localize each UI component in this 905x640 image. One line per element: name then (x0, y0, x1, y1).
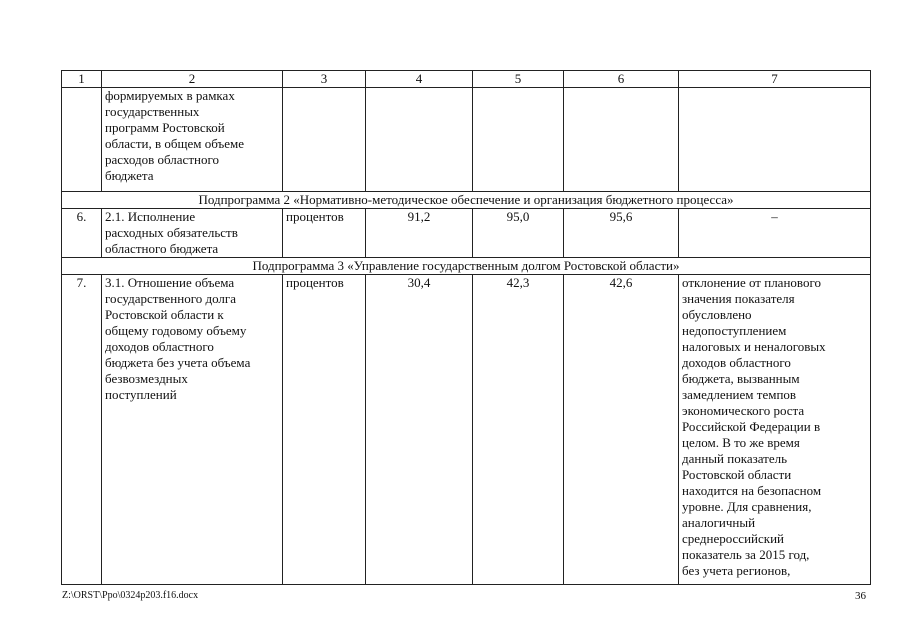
indicator-cell: формируемых в рамках государственных программ Ростовской области, в общем объеме расходов областного бюджета (102, 88, 283, 192)
data-table (61, 70, 871, 585)
subprogram-2-heading: Подпрограмма 2 «Нормативно-методическое обеспечение и организация бюджетного процесса» (62, 192, 871, 209)
unit-cell (283, 88, 366, 192)
header-cell-2: 2 (102, 71, 283, 88)
row-number: 7. (62, 275, 102, 585)
table-row-6 (62, 209, 871, 258)
header-cell-6: 6 (564, 71, 679, 88)
value-fact-cell: 95,6 (564, 209, 679, 258)
header-cell-4: 4 (366, 71, 473, 88)
header-cell-1: 1 (62, 71, 102, 88)
subprogram-row (62, 192, 871, 209)
subprogram-3-heading: Подпрограмма 3 «Управление государственным долгом Ростовской области» (62, 258, 871, 275)
row-number-cell (62, 88, 102, 192)
value-cell (366, 88, 473, 192)
header-cell-3: 3 (283, 71, 366, 88)
subprogram-row (62, 258, 871, 275)
unit-cell: процентов (283, 209, 366, 258)
row-number: 6. (62, 209, 102, 258)
value-cell (564, 88, 679, 192)
note-cell: – (679, 209, 871, 258)
value-2014-cell: 91,2 (366, 209, 473, 258)
header-cell-7: 7 (679, 71, 871, 88)
note-cell (679, 88, 871, 192)
indicator-cell: 2.1. Исполнение расходных обязательств областного бюджета (102, 209, 283, 258)
header-cell-5: 5 (473, 71, 564, 88)
note-cell: отклонение от планового значения показателя обусловлено недопоступлением налоговых и неналоговых доходов областного бюджета, вызванным замедлением темпов экономического роста Российской Федерации в целом. В то же время данный показатель Ростовской области находится на безопасном уровне. Для сравнения, аналогичный среднероссийский показатель за 2015 год, без учета регионов, (679, 275, 871, 585)
file-path-footer: Z:\ORST\Ppo\0324p203.f16.docx (62, 590, 199, 601)
table-row-7 (62, 275, 871, 585)
unit-cell: процентов (283, 275, 366, 585)
header-row (62, 71, 871, 88)
value-2014-cell: 30,4 (366, 275, 473, 585)
value-cell (473, 88, 564, 192)
value-plan-cell: 42,3 (473, 275, 564, 585)
indicator-cell: 3.1. Отношение объема государственного долга Ростовской области к общему годовому объему доходов областного бюджета без учета объема безвозмездных поступлений (102, 275, 283, 585)
table-row-continued (62, 88, 871, 192)
value-plan-cell: 95,0 (473, 209, 564, 258)
page-number: 36 (855, 590, 866, 602)
value-fact-cell: 42,6 (564, 275, 679, 585)
